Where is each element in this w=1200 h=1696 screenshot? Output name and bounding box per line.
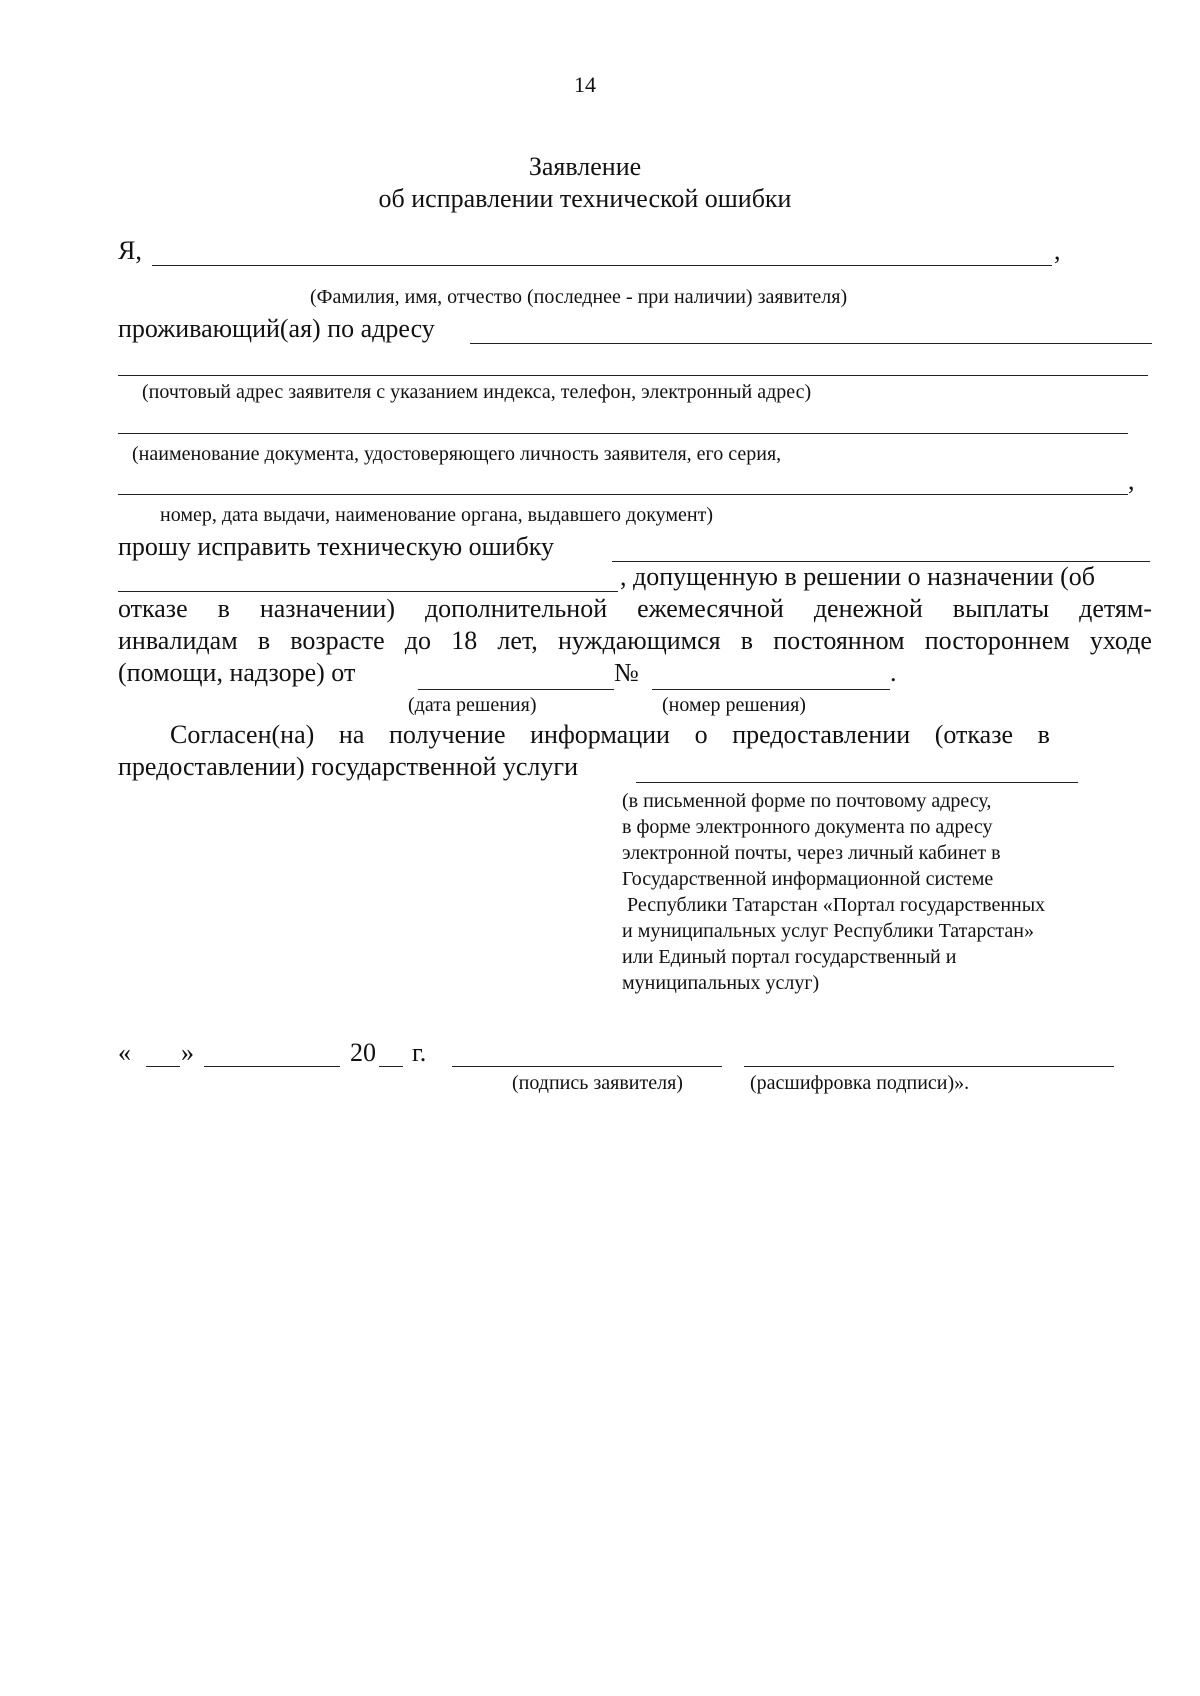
caption-signature: (подпись заявителя) (512, 1072, 683, 1094)
applicant-prefix: Я, (118, 236, 142, 265)
consent-caption: (в письменной форме по почтовому адресу, в форме электронного документа по адресу электронной почты, через личный кабинет в Государственной информационной системе Республики Татарстан «Портал государственных и муниципальных услуг Республики Татарстан» или Единый портал государственный и муниципальных услуг) (622, 790, 1046, 994)
signature-decoding-field[interactable] (744, 1066, 1114, 1067)
page-number: 14 (574, 72, 596, 97)
document-title-line1: Заявление (528, 152, 642, 181)
document-title-line2: об исправлении технической ошибки (378, 184, 792, 213)
applicant-suffix: , (1054, 236, 1061, 265)
document-field-1[interactable] (118, 433, 1128, 434)
applicant-caption: (Фамилия, имя, отчество (последнее - при наличии) заявителя) (310, 286, 848, 308)
number-sign: № (614, 658, 639, 687)
error-description-field-2[interactable] (118, 591, 618, 592)
decision-date-field[interactable] (418, 689, 614, 690)
address-caption: (почтовый адрес заявителя с указанием индекса, телефон, электронный адрес) (142, 381, 812, 403)
consent-line2: предоставлении) государственной услуги (118, 752, 578, 781)
consent-line1: Согласен(на) на получение информации о предоставлении (отказе в (170, 720, 1050, 749)
address-field-2[interactable] (118, 375, 1148, 376)
request-label: прошу исправить техническую ошибку (118, 532, 555, 561)
date-day-field[interactable] (146, 1066, 180, 1067)
date-quote-close: » (181, 1038, 194, 1067)
date-quote-open: « (118, 1038, 131, 1067)
decision-number-field[interactable] (652, 689, 890, 690)
date-month-field[interactable] (204, 1066, 340, 1067)
document-field-2[interactable] (118, 494, 1128, 495)
request-line4: инвалидам в возрасте до 18 лет, нуждающимся в постоянном постороннем уходе (118, 626, 1152, 655)
document-caption-1: (наименование документа, удостоверяющего личность заявителя, его серия, (132, 443, 782, 465)
date-year-prefix: 20 (350, 1038, 376, 1067)
date-year-suffix: г. (412, 1038, 427, 1067)
request-line3: отказе в назначении) дополнительной ежемесячной денежной выплаты детям- (118, 594, 1152, 623)
date-year-field[interactable] (379, 1066, 403, 1067)
applicant-name-field[interactable] (152, 265, 1052, 266)
request-line2-tail: , допущенную в решении о назначении (об (620, 562, 1095, 591)
delivery-method-field[interactable] (636, 782, 1078, 783)
signature-field[interactable] (452, 1066, 722, 1067)
address-label: проживающий(ая) по адресу (118, 314, 435, 343)
document-line-suffix: , (1128, 466, 1135, 495)
caption-decision-date: (дата решения) (408, 694, 537, 716)
document-caption-2: номер, дата выдачи, наименование органа, выдавшего документ) (160, 504, 714, 526)
request-line5-prefix: (помощи, надзоре) от (118, 658, 356, 687)
address-field[interactable] (470, 343, 1152, 344)
request-line5-end: . (890, 658, 897, 687)
caption-signature-decoding: (расшифровка подписи)». (750, 1072, 970, 1094)
caption-decision-number: (номер решения) (662, 694, 806, 716)
